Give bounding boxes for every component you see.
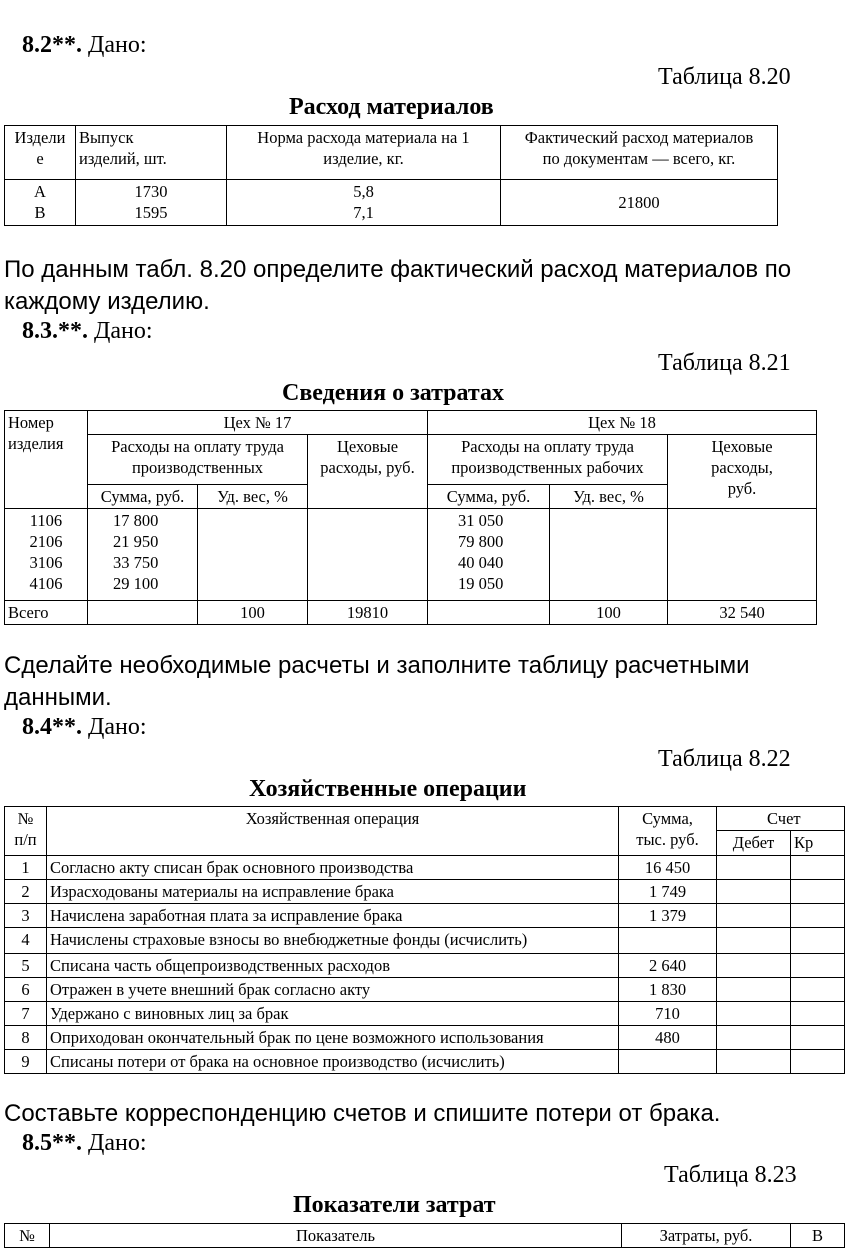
header-shop-expenses-17: Цеховые расходы, руб.	[308, 435, 428, 509]
header-actual: Фактический расход материалов по документам — всего, кг.	[501, 126, 778, 180]
table-row	[5, 978, 845, 1002]
header-wages-17: Расходы на оплату труда производственных	[88, 435, 308, 485]
section-given: Дано:	[82, 1130, 147, 1156]
cell-product-numbers: 1106 2106 3106 4106	[5, 509, 88, 601]
header-norm: Норма расхода материала на 1 изделие, кг.	[227, 126, 501, 180]
table-row	[5, 954, 845, 978]
table-row	[5, 1026, 845, 1050]
cell-total-sum-18	[428, 601, 550, 625]
cell-row-number: 2	[5, 880, 47, 904]
cell-credit	[791, 880, 845, 904]
cell-row-number: 9	[5, 1050, 47, 1074]
header-sum-18: Сумма, руб.	[428, 485, 550, 509]
cell-debit	[717, 856, 791, 880]
cell-shop-expenses-18	[668, 509, 817, 601]
cell-credit	[791, 954, 845, 978]
section-number: 8.2**.	[22, 32, 82, 58]
cell-credit	[791, 1002, 845, 1026]
task-8-3: Сделайте необходимые расчеты и заполните таблицу расчетными данными.	[4, 652, 750, 711]
cell-credit	[791, 1026, 845, 1050]
section-given: Дано:	[82, 32, 147, 58]
section-given: Дано:	[82, 714, 147, 740]
cell-products: А В	[5, 180, 76, 226]
section-number: 8.5**.	[22, 1130, 82, 1156]
cell-outputs: 1730 1595	[76, 180, 227, 226]
cell-credit	[791, 856, 845, 880]
table-8-21-title: Сведения о затратах	[282, 380, 504, 406]
task-8-4: Составьте корреспонденцию счетов и спишите потери от брака.	[4, 1100, 721, 1127]
cell-operation: Начислены страховые взносы во внебюджетные фонды (исчислить)	[47, 928, 619, 954]
header-product-number: Номер изделия	[5, 411, 88, 509]
cell-amount	[619, 1050, 717, 1074]
cell-amount	[619, 928, 717, 954]
cell-credit	[791, 978, 845, 1002]
cell-operation: Начислена заработная плата за исправление брака	[47, 904, 619, 928]
cell-amount: 710	[619, 1002, 717, 1026]
cell-debit	[717, 978, 791, 1002]
costs-table	[4, 410, 817, 625]
section-8-2-heading	[22, 32, 147, 59]
header-credit: Кр	[791, 831, 845, 856]
cell-total-label: Всего	[5, 601, 88, 625]
header-shop-18: Цех № 18	[428, 411, 817, 435]
table-row	[5, 880, 845, 904]
header-costs: Затраты, руб.	[622, 1224, 791, 1248]
table-8-22-title: Хозяйственные операции	[249, 776, 527, 802]
cell-shop-expenses-17	[308, 509, 428, 601]
table-8-21-label: Таблица 8.21	[658, 350, 791, 376]
cell-total-share-18: 100	[550, 601, 668, 625]
cell-row-number: 3	[5, 904, 47, 928]
header-debit: Дебет	[717, 831, 791, 856]
header-share-18: Уд. вес, %	[550, 485, 668, 509]
header-row-number: № п/п	[5, 807, 47, 856]
cell-row-number: 1	[5, 856, 47, 880]
section-number: 8.4**.	[22, 714, 82, 740]
cell-credit	[791, 904, 845, 928]
cell-amount: 1 379	[619, 904, 717, 928]
cell-row-number: 8	[5, 1026, 47, 1050]
header-indicator: Показатель	[50, 1224, 622, 1248]
table-row	[5, 928, 845, 954]
header-share-17: Уд. вес, %	[198, 485, 308, 509]
cell-debit	[717, 880, 791, 904]
table-8-20-title: Расход материалов	[289, 94, 494, 120]
cell-sums-18: 31 050 79 800 40 040 19 050	[428, 509, 550, 601]
cell-total-shop-expenses-17: 19810	[308, 601, 428, 625]
cell-operation: Оприходован окончательный брак по цене возможного использования	[47, 1026, 619, 1050]
cell-total-share-17: 100	[198, 601, 308, 625]
table-8-22-label: Таблица 8.22	[658, 746, 791, 772]
cell-share-17	[198, 509, 308, 601]
header-wages-18: Расходы на оплату труда производственных рабочих	[428, 435, 668, 485]
section-8-4-heading	[22, 714, 147, 741]
cell-norms: 5,8 7,1	[227, 180, 501, 226]
cell-row-number: 4	[5, 928, 47, 954]
task-8-2: По данным табл. 8.20 определите фактический расход материалов по каждому изделию.	[4, 256, 792, 315]
cell-actual-total: 21800	[501, 180, 778, 226]
cell-sums-17: 17 800 21 950 33 750 29 100	[88, 509, 198, 601]
section-8-5-heading	[22, 1130, 147, 1157]
cell-debit	[717, 928, 791, 954]
header-sum-17: Сумма, руб.	[88, 485, 198, 509]
table-8-23-title: Показатели затрат	[293, 1192, 496, 1218]
header-product: Издели е	[5, 126, 76, 180]
table-8-20-label: Таблица 8.20	[658, 64, 791, 90]
cell-amount: 2 640	[619, 954, 717, 978]
header-account: Счет	[717, 807, 845, 831]
header-operation: Хозяйственная операция	[47, 807, 619, 856]
cell-debit	[717, 904, 791, 928]
cell-credit	[791, 928, 845, 954]
section-8-3-heading	[22, 318, 153, 345]
cell-total-sum-17	[88, 601, 198, 625]
cell-row-number: 6	[5, 978, 47, 1002]
cell-amount: 1 830	[619, 978, 717, 1002]
cell-row-number: 5	[5, 954, 47, 978]
cell-row-number: 7	[5, 1002, 47, 1026]
cell-amount: 1 749	[619, 880, 717, 904]
materials-table	[4, 125, 778, 226]
table-8-23-label: Таблица 8.23	[664, 1162, 797, 1188]
operations-table	[4, 806, 845, 1074]
table-row	[5, 904, 845, 928]
cell-debit	[717, 954, 791, 978]
cell-operation: Удержано с виновных лиц за брак	[47, 1002, 619, 1026]
cell-debit	[717, 1002, 791, 1026]
header-output: Выпуск изделий, шт.	[76, 126, 227, 180]
cell-credit	[791, 1050, 845, 1074]
section-number: 8.3.**.	[22, 318, 88, 344]
cell-share-18	[550, 509, 668, 601]
table-row	[5, 1002, 845, 1026]
cell-debit	[717, 1050, 791, 1074]
cell-amount: 480	[619, 1026, 717, 1050]
header-shop-17: Цех № 17	[88, 411, 428, 435]
cell-operation: Согласно акту списан брак основного производства	[47, 856, 619, 880]
cell-total-shop-expenses-18: 32 540	[668, 601, 817, 625]
cell-operation: Израсходованы материалы на исправление брака	[47, 880, 619, 904]
section-given: Дано:	[88, 318, 153, 344]
header-number: №	[5, 1224, 50, 1248]
cell-debit	[717, 1026, 791, 1050]
table-row	[5, 856, 845, 880]
header-extra: В	[791, 1224, 845, 1248]
cell-operation: Отражен в учете внешний брак согласно акту	[47, 978, 619, 1002]
header-amount: Сумма, тыс. руб.	[619, 807, 717, 856]
header-shop-expenses-18: Цеховые расходы, руб.	[668, 435, 817, 509]
cell-amount: 16 450	[619, 856, 717, 880]
table-row	[5, 1050, 845, 1074]
cell-operation: Списана часть общепроизводственных расходов	[47, 954, 619, 978]
cell-operation: Списаны потери от брака на основное производство (исчислить)	[47, 1050, 619, 1074]
indicators-table	[4, 1223, 845, 1248]
